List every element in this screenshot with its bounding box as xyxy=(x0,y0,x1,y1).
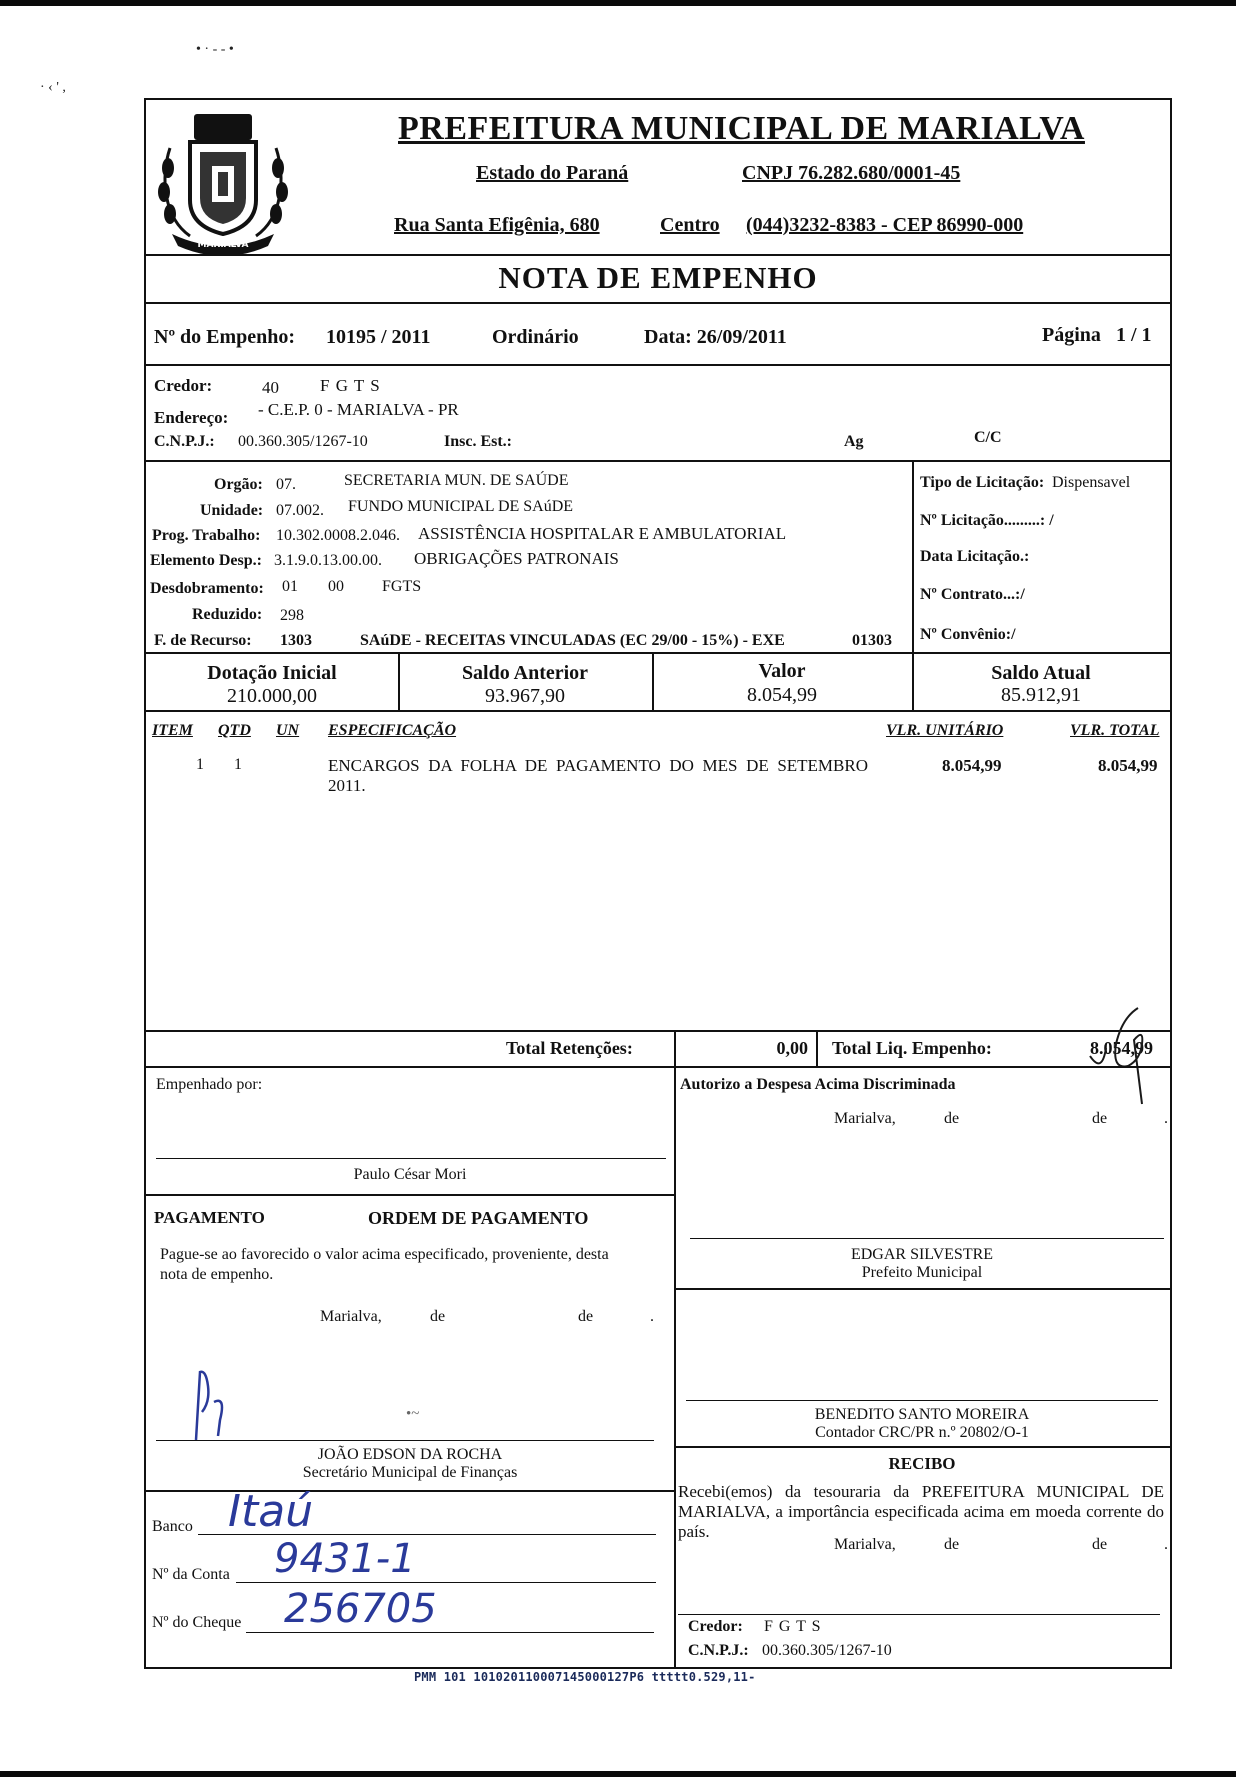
recibo-de2: de xyxy=(1092,1536,1108,1553)
elemento-desp-code: 3.1.9.0.13.00.00. xyxy=(274,552,382,569)
orgao-code: 07. xyxy=(276,476,296,493)
fonte-recurso-label: F. de Recurso: xyxy=(154,632,252,649)
prefeitura-cnpj: CNPJ 76.282.680/0001-45 xyxy=(742,162,961,184)
data-licitacao: Data Licitação.: xyxy=(920,548,1030,565)
total-retencoes-label: Total Retenções: xyxy=(506,1038,633,1058)
phone-cep: (044)3232-8383 - CEP 86990-000 xyxy=(746,214,1024,236)
prog-trabalho-name: ASSISTÊNCIA HOSPITALAR E AMBULATORIAL xyxy=(418,524,787,543)
cheque-label: Nº do Cheque xyxy=(152,1614,242,1631)
address-label: Endereço: xyxy=(154,408,229,427)
conta-label: Nº da Conta xyxy=(152,1566,230,1583)
orgao-name: SECRETARIA MUN. DE SAÚDE xyxy=(344,472,569,489)
insc-est-label: Insc. Est.: xyxy=(444,433,513,450)
empenhado-por-name: Paulo César Mori xyxy=(353,1166,467,1183)
elemento-desp-label: Elemento Desp.: xyxy=(150,552,262,569)
item-number: 1 xyxy=(196,756,204,773)
desdobramento-label: Desdobramento: xyxy=(150,580,264,597)
saldo-anterior-value: 93.967,90 xyxy=(485,685,565,707)
conta-line xyxy=(236,1582,656,1583)
saldo-atual-label: Saldo Atual xyxy=(991,662,1091,684)
valor-label: Valor xyxy=(758,660,806,682)
signature-line xyxy=(686,1400,1158,1401)
recibo-text-line3: país. xyxy=(678,1522,710,1541)
signature-line xyxy=(678,1614,1160,1615)
reduzido-value: 298 xyxy=(280,607,304,624)
scan-speckle: · ‹ ' , xyxy=(40,80,66,95)
scan-bottom-border xyxy=(0,1771,1236,1777)
saldo-atual-value: 85.912,91 xyxy=(1001,684,1081,706)
divider xyxy=(674,1288,1170,1290)
divider xyxy=(146,1030,1170,1032)
recibo-cnpj-label: C.N.P.J.: xyxy=(688,1642,749,1659)
page-label: Página xyxy=(1042,324,1101,346)
credor-cnpj: 00.360.305/1267-10 xyxy=(238,433,368,450)
divider-vertical xyxy=(674,1066,676,1667)
state-name: Estado do Paraná xyxy=(476,162,629,184)
empenho-date: Data: 26/09/2011 xyxy=(644,326,787,348)
unidade-code: 07.002. xyxy=(276,502,324,519)
fonte-recurso-name: SAúDE - RECEITAS VINCULADAS (EC 29/00 - 15%) - EXE xyxy=(360,632,785,649)
autorizo-city: Marialva, xyxy=(834,1110,896,1127)
conta-corrente-label: C/C xyxy=(974,429,1002,446)
nota-de-empenho-form xyxy=(144,98,1172,1669)
initials-signature xyxy=(1082,1004,1162,1114)
autorizo-de2: de xyxy=(1092,1110,1108,1127)
recibo-de1: de xyxy=(944,1536,960,1553)
svg-text:MARIALVA: MARIALVA xyxy=(197,240,249,250)
valor-value: 8.054,99 xyxy=(747,684,817,706)
divider xyxy=(146,1066,1170,1068)
recibo-dot: . xyxy=(1164,1536,1168,1553)
ordem-pagamento-title: ORDEM DE PAGAMENTO xyxy=(368,1208,589,1228)
pagamento-city: Marialva, xyxy=(320,1308,382,1325)
empenhado-por-label: Empenhado por: xyxy=(156,1076,263,1093)
divider xyxy=(146,1490,674,1492)
divider xyxy=(146,364,1170,366)
signature-line xyxy=(156,1440,654,1441)
col-header-un: UN xyxy=(276,722,300,739)
credor-cnpj-label: C.N.P.J.: xyxy=(154,433,215,450)
signature-line xyxy=(690,1238,1164,1239)
unidade-name: FUNDO MUNICIPAL DE SAúDE xyxy=(348,498,574,515)
secretario-signature xyxy=(176,1366,246,1442)
page-number: 1 / 1 xyxy=(1116,324,1152,346)
scan-speckle: •~ xyxy=(406,1406,420,1422)
prefeito-name: EDGAR SILVESTRE xyxy=(850,1246,994,1263)
orgao-label: Orgão: xyxy=(214,476,263,493)
item-spec-line1: ENCARGOS DA FOLHA DE PAGAMENTO DO MES DE SETEMBRO xyxy=(328,756,868,775)
prog-trabalho-code: 10.302.0008.2.046. xyxy=(276,527,400,544)
elemento-desp-name: OBRIGAÇÕES PATRONAIS xyxy=(414,549,619,568)
street-address: Rua Santa Efigênia, 680 xyxy=(394,214,600,236)
total-retencoes-value: 0,00 xyxy=(776,1038,808,1058)
col-header-item: ITEM xyxy=(152,722,193,739)
autorizo-de1: de xyxy=(944,1110,960,1127)
signature-line xyxy=(156,1158,666,1159)
autorizo-label: Autorizo a Despesa Acima Discriminada xyxy=(680,1076,956,1093)
prog-trabalho-label: Prog. Trabalho: xyxy=(152,527,261,544)
numero-licitacao: Nº Licitação.........: / xyxy=(920,512,1054,529)
col-header-vlr-unitario: VLR. UNITÁRIO xyxy=(886,722,1004,739)
recibo-credor-name: F G T S xyxy=(764,1618,822,1635)
pagamento-de2: de xyxy=(578,1308,594,1325)
reduzido-label: Reduzido: xyxy=(192,606,263,623)
contador-name: BENEDITO SANTO MOREIRA xyxy=(814,1406,1030,1423)
coat-of-arms-logo xyxy=(150,108,296,256)
credor-name: F G T S xyxy=(320,376,381,395)
divider xyxy=(674,1446,1170,1448)
pagamento-de1: de xyxy=(430,1308,446,1325)
divider xyxy=(146,1194,674,1196)
pagamento-label: PAGAMENTO xyxy=(154,1208,265,1227)
document-title: NOTA DE EMPENHO xyxy=(498,260,818,295)
divider xyxy=(146,460,1170,462)
desdobramento-name: FGTS xyxy=(382,578,422,595)
divider-vertical xyxy=(912,460,914,652)
recibo-title: RECIBO xyxy=(888,1454,956,1473)
item-unit-value: 8.054,99 xyxy=(942,756,1002,775)
prefeito-role: Prefeito Municipal xyxy=(861,1264,983,1281)
pagamento-dot: . xyxy=(650,1308,654,1325)
dotacao-inicial-value: 210.000,00 xyxy=(227,685,317,707)
secretario-role: Secretário Municipal de Finanças xyxy=(302,1464,518,1481)
divider-vertical xyxy=(816,1030,818,1066)
divider xyxy=(146,710,1170,712)
banco-label: Banco xyxy=(152,1518,193,1535)
prefeitura-title: PREFEITURA MUNICIPAL DE MARIALVA xyxy=(398,110,1085,147)
district: Centro xyxy=(660,214,720,236)
desdobramento-sub: 00 xyxy=(328,578,344,595)
total-liq-empenho-value: 8.054,99 xyxy=(1090,1038,1153,1058)
banco-handwritten: Itaú xyxy=(228,1486,314,1537)
saldo-anterior-label: Saldo Anterior xyxy=(461,662,589,684)
empenho-type: Ordinário xyxy=(492,326,579,348)
credor-code: 40 xyxy=(262,378,279,397)
pagamento-text-line2: nota de empenho. xyxy=(160,1266,274,1283)
col-header-qtd: QTD xyxy=(218,722,251,739)
numero-convenio: Nº Convênio:/ xyxy=(920,626,1016,643)
fonte-recurso-number: 01303 xyxy=(852,632,892,649)
credor-label: Credor: xyxy=(154,376,213,395)
conta-handwritten: 9431-1 xyxy=(274,1536,416,1582)
contador-role: Contador CRC/PR n.º 20802/O-1 xyxy=(815,1424,1029,1441)
pagamento-text-line1: Pague-se ao favorecido o valor acima especificado, proveniente, desta xyxy=(160,1246,609,1263)
dotacao-inicial-label: Dotação Inicial xyxy=(207,662,337,684)
scan-speckle: • · - - • xyxy=(196,42,234,57)
recibo-credor-label: Credor: xyxy=(688,1618,743,1635)
credor-address: - C.E.P. 0 - MARIALVA - PR xyxy=(258,400,459,419)
recibo-cnpj: 00.360.305/1267-10 xyxy=(762,1642,892,1659)
divider xyxy=(146,302,1170,304)
empenho-number: 10195 / 2011 xyxy=(326,326,431,348)
print-code: PMM 101 101020110007145000127P6 ttttt0.529,11- xyxy=(414,1670,756,1684)
scan-top-border xyxy=(0,0,1236,6)
agencia-label: Ag xyxy=(844,433,864,450)
unidade-label: Unidade: xyxy=(200,502,264,519)
fonte-recurso-code: 1303 xyxy=(280,632,312,649)
numero-contrato: Nº Contrato...:/ xyxy=(920,586,1025,603)
tipo-licitacao-value: Dispensavel xyxy=(1052,474,1131,491)
recibo-text-line2: MARIALVA, a importância especificada acima em moeda corrente do xyxy=(678,1502,1164,1521)
recibo-city: Marialva, xyxy=(834,1536,896,1553)
autorizo-dot: . xyxy=(1164,1110,1168,1127)
desdobramento-code: 01 xyxy=(282,578,298,595)
divider xyxy=(146,254,1170,256)
cheque-handwritten: 256705 xyxy=(284,1586,437,1632)
col-header-vlr-total: VLR. TOTAL xyxy=(1070,722,1160,739)
col-header-especificacao: ESPECIFICAÇÃO xyxy=(328,722,457,739)
secretario-name: JOÃO EDSON DA ROCHA xyxy=(317,1446,503,1463)
tipo-licitacao-label: Tipo de Licitação: xyxy=(920,474,1045,491)
cheque-line xyxy=(246,1632,654,1633)
divider xyxy=(146,652,1170,654)
recibo-text-line1: Recebi(emos) da tesouraria da PREFEITURA MUNICIPAL DE xyxy=(678,1482,1164,1501)
total-liq-empenho-label: Total Liq. Empenho: xyxy=(832,1038,992,1058)
item-total-value: 8.054,99 xyxy=(1098,756,1158,775)
empenho-number-label: Nº do Empenho: xyxy=(154,326,296,348)
item-qtd: 1 xyxy=(234,756,242,773)
item-spec-line2: 2011. xyxy=(328,776,366,795)
